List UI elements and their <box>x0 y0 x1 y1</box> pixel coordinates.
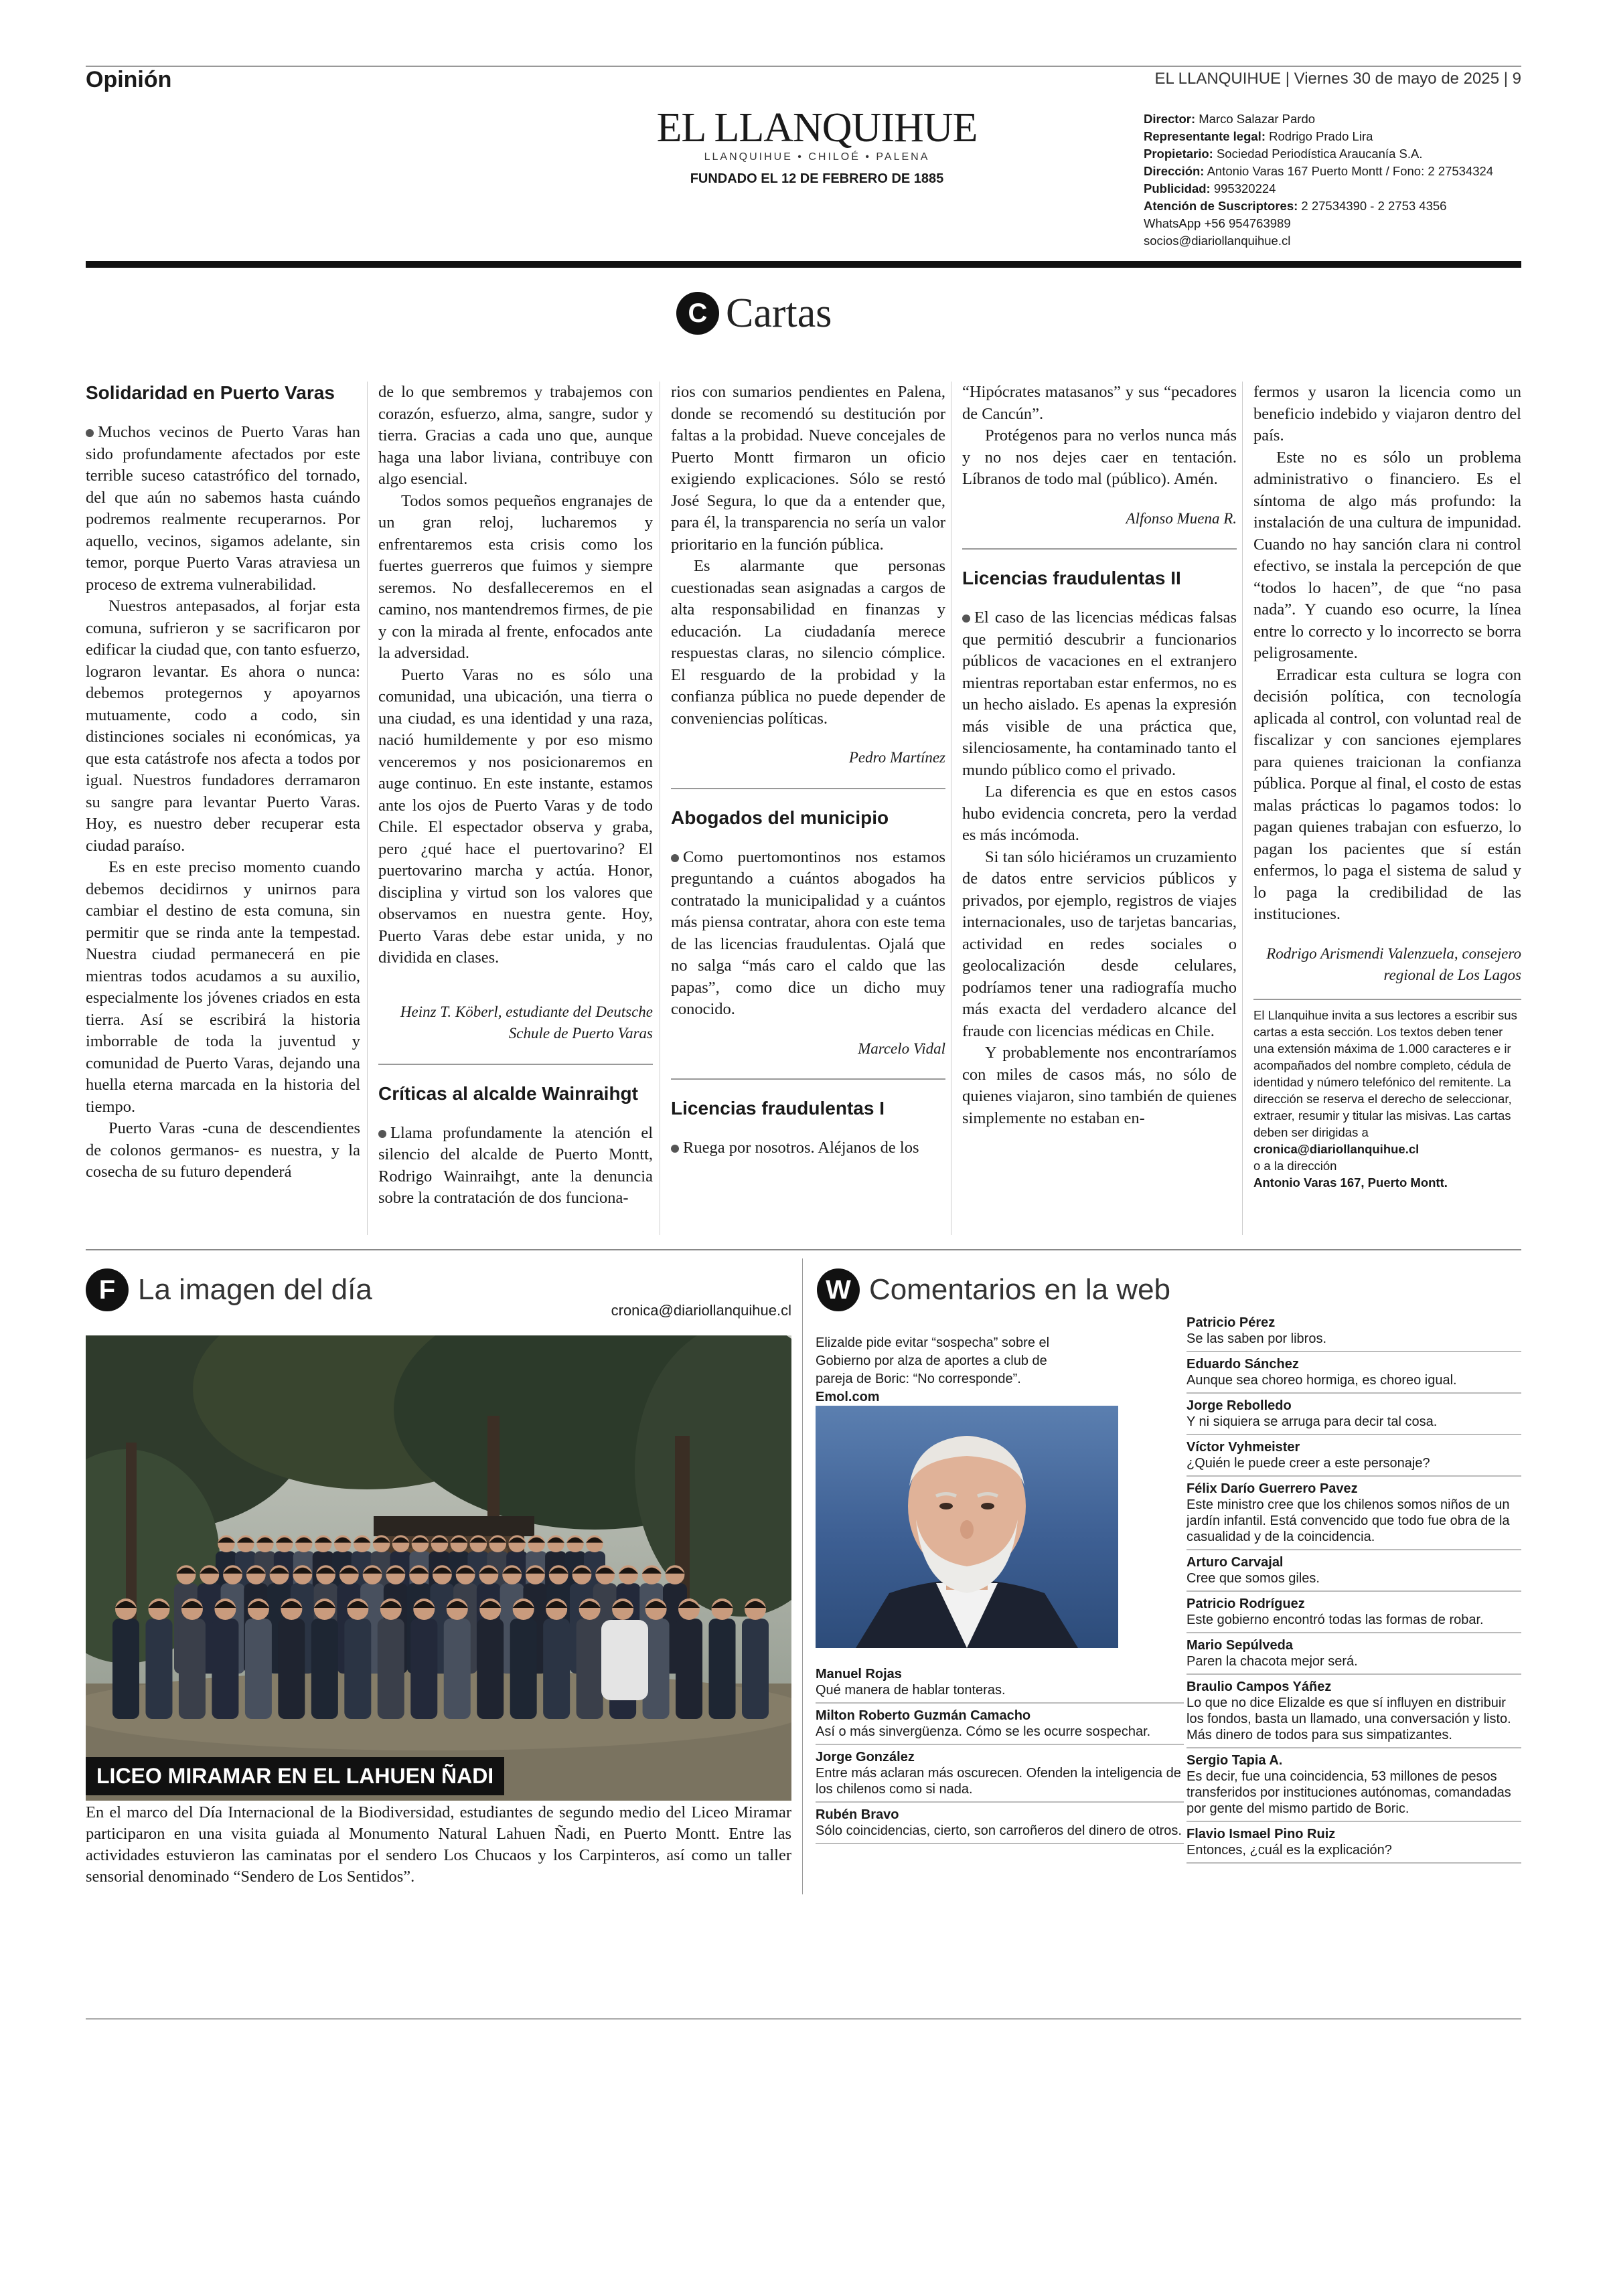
web-intro <box>816 1334 1083 1406</box>
staff-box <box>1144 110 1545 250</box>
staff-line <box>1144 145 1545 163</box>
comment-author: Víctor Vyhmeister <box>1187 1440 1300 1455</box>
staff-label: Representante legal: <box>1144 129 1266 143</box>
note-text: El Llanquihue invita a sus lectores a escribir sus cartas a esta sección. Los textos deben tener una extensión máxima de 1.000 caracteres e ir acompañados del nombre completo, cédula de identidad y número telefónico del remitente. La dirección se reserva el derecho de seleccionar, extraer, resumir y titular las misivas. Las cartas deben ser dirigidas a <box>1253 1007 1517 1139</box>
imagen-title: La imagen del día <box>138 1273 372 1306</box>
letter-divider <box>671 788 945 789</box>
staff-value: Antonio Varas 167 Puerto Montt / Fono: 2 27534324 <box>1207 164 1494 178</box>
letter-paragraph: Nuestros antepasados, al forjar esta comuna, sufrieron y se sacrificaron por edificar la ciudad que, con tanto esfuerzo, lograron levantar. Es ahora o nunca: debemos protegernos y apoyarnos mutuamente, codo a codo, sin distinciones sociales ni económicas, ya que esta catástrofe nos afecta a todos por igual. Nuestros fundadores derramaron su sangre para levantar Puerto Varas. Hoy, es nuestro deber recuperar esta ciudad paraíso. <box>86 597 360 855</box>
letter-heading: Abogados del municipio <box>671 807 889 828</box>
person-body <box>410 1619 437 1719</box>
letter-paragraph: Es en este preciso momento cuando debemos decidirnos y unirnos para cambiar el destino de esta comuna, sin permitir que se rinda ante la tempestad. Nuestra ciudad permanecerá en pie mientras todos acudamos a su auxilio, especialmente los jóvenes criados en esta tierra. Así se escribirá la historia imborrable de toda la juventud y comunidad de Puerto Varas, dejando una huella eterna marcada en la historia del tiempo. <box>86 858 360 1116</box>
column-separator <box>367 382 368 1235</box>
bullet-icon <box>378 1130 386 1138</box>
page-bottom-rule <box>86 2018 1521 2020</box>
staff-line <box>1144 163 1545 180</box>
comment-text: Qué manera de hablar tonteras. <box>816 1683 1006 1698</box>
web-comment <box>816 1803 1184 1844</box>
letter-heading: Licencias fraudulentas II <box>962 568 1181 588</box>
comment-text: Se las saben por libros. <box>1187 1331 1327 1346</box>
letter-signature: Heinz T. Köberl, estudiante del Deutsche Schule de Puerto Varas <box>400 1003 653 1042</box>
staff-line <box>1144 180 1545 197</box>
letter-paragraph: Si tan sólo hiciéramos un cruzamiento de datos entre servicios públicos y privados, por ejemplo, registros de viajes internacionales, uso de tarjetas bancarias, actividad en redes sociales o geolocalización desde celulares, podríamos tener una radiografía mucho más exacta del verdadero alcance del fraude con licencias médicas en Chile. <box>962 847 1237 1040</box>
letter-paragraph: Este no es sólo un problema administrativo o financiero. Es el síntoma de algo más profundo: la instalación de una cultura de impunidad. Cuando no hay sanción clara ni control efectivo, se instala la percepción de que “todos lo hacen”, de que “no pasa nada”. Y cuando eso ocurre, la línea entre lo correcto y lo incorrecto se borra peligrosamente. <box>1253 448 1521 662</box>
letters-column-1 <box>86 382 360 1183</box>
letters-column-2 <box>378 382 653 1210</box>
letter-paragraph: La diferencia es que en estos casos hubo evidencia concreta, pero la verdad es más incómoda. <box>962 783 1237 844</box>
letter-paragraph: fermos y usaron la licencia como un beneficio indebido y viajaron dentro del país. <box>1253 383 1521 444</box>
web-comment <box>1187 1352 1521 1394</box>
letter-heading: Críticas al alcalde Wainraihgt <box>378 1082 638 1104</box>
web-intro-text: Elizalde pide evitar “sospecha” sobre el Gobierno por alza de aportes a club de pareja de Boric: “No corresponde”. <box>816 1335 1050 1386</box>
portrait-image <box>816 1406 1118 1648</box>
staff-line <box>1144 110 1545 128</box>
letter-divider <box>671 1078 945 1080</box>
web-badge-icon: W <box>817 1268 860 1311</box>
staff-value: socios@diariollanquihue.cl <box>1144 234 1291 248</box>
comment-text: Paren la chacota mejor será. <box>1187 1654 1358 1669</box>
comment-text: Lo que no dice Elizalde es que sí influyen en distribuir los fondos, basta un llamado, una conversación y listo. Más dinero de todos para sus simpatizantes. <box>1187 1696 1511 1742</box>
person-body <box>245 1619 272 1719</box>
letter-paragraph: Puerto Varas no es sólo una comunidad, una ubicación, una tierra o una ciudad, es una identidad y una raza, nació humildemente y por eso mismo venceremos y nos posicionaremos en auge continuo. En este instante, estamos ante los ojos de Puerto Varas y de todo Chile. El espectador observa y graba, pero ¿qué hace el puertovarino? El puertovarino marcha y actúa. Honor, disciplina y virtud son los valores que observamos en nuestra gente. Hoy, Puerto Varas debe estar unida, y no dividida en clases. <box>378 665 653 967</box>
cartas-title: Cartas <box>726 290 832 336</box>
bullet-icon <box>671 854 679 862</box>
web-comments-left <box>816 1662 1184 1844</box>
letter-paragraph: Ruega por nosotros. Aléjanos de los <box>671 1137 945 1159</box>
letter-paragraph: de lo que sembremos y trabajemos con corazón, esfuerzo, alma, sangre, sudor y tierra. Gracias a cada uno que, aunque haga una labor liviana, contribuye con algo esencial. <box>378 383 653 488</box>
person-body <box>676 1619 702 1719</box>
staff-label: Atención de Suscriptores: <box>1144 199 1298 213</box>
photo-description: En el marco del Día Internacional de la Biodiversidad, estudiantes de segundo medio del Liceo Miramar participaron en una visita guiada al Monumento Natural Lahuen Ñadi, en Puerto Montt. Entre las actividades estuvieron las caminatas por el sendero Los Chucaos y los Carpinteros, así como un taller sensorial denominado “Sendero de Los Sentidos”. <box>86 1803 791 1886</box>
letter-heading: Solidaridad en Puerto Varas <box>86 382 335 403</box>
group-photo-image <box>86 1335 791 1801</box>
bullet-icon <box>86 429 94 437</box>
photo-caption: LICEO MIRAMAR EN EL LAHUEN ÑADI <box>86 1757 504 1795</box>
comment-author: Patricio Pérez <box>1187 1315 1276 1330</box>
group-photo <box>86 1335 791 1801</box>
comment-author: Jorge González <box>816 1750 915 1765</box>
person-body <box>112 1619 139 1719</box>
person-body <box>311 1619 338 1719</box>
person-body <box>577 1619 603 1719</box>
web-comment <box>1187 1748 1521 1822</box>
letter-paragraph: Protégenos para no verlos nunca más y no nos dejes caer en tentación. Líbranos de todo mal (público). Amén. <box>962 426 1237 488</box>
cartas-header <box>676 286 832 340</box>
web-comment <box>1187 1435 1521 1477</box>
bullet-icon <box>671 1145 679 1153</box>
cartas-badge-icon: C <box>676 292 719 335</box>
staff-line <box>1144 232 1545 250</box>
cartas-bottom-rule <box>86 1249 1521 1250</box>
letter-paragraph: Y probablemente nos encontraríamos con miles de casos más, no sólo de quienes viajaron, sino también de quienes simplemente no estaban en- <box>962 1044 1237 1127</box>
person-body <box>378 1619 404 1719</box>
header-heavy-rule <box>86 261 1521 268</box>
letter-paragraph: Muchos vecinos de Puerto Varas han sido profundamente afectados por este terrible suceso catastrófico del tornado, del que aún no sabemos hasta cuándo podremos realmente recuperarnos. Por aquello, vecinos, sigamos adelante, sin temor, porque Puerto Varas atraviesa un proceso de extrema vulnerabilidad. <box>86 423 360 594</box>
person-body <box>179 1619 206 1719</box>
web-comment <box>1187 1822 1521 1864</box>
staff-value: Rodrigo Prado Lira <box>1269 129 1373 143</box>
comment-author: Eduardo Sánchez <box>1187 1357 1299 1372</box>
staff-label: Publicidad: <box>1144 181 1211 195</box>
web-comment <box>816 1662 1184 1704</box>
letter-paragraph: Erradicar esta cultura se logra con decisión política, con tecnología aplicada al control, con voluntad real de fiscalizar y con sanciones ejemplares para quienes traicionan la confianza pública. Porque al final, el costo de estas malas prácticas lo pagamos todos: lo pagan quienes trabajan con esfuerzo, lo pagan los pacientes que sí están enfermos, lo paga el sistema de salud y lo paga la credibilidad de las instituciones. <box>1253 665 1521 923</box>
imagen-email[interactable]: cronica@diariollanquihue.cl <box>611 1302 791 1319</box>
person-body <box>709 1619 736 1719</box>
person-body <box>212 1619 238 1719</box>
letter-paragraph: rios con sumarios pendientes en Palena, donde se recomendó su destitución por faltas a la probidad. Nueve concejales de Puerto Montt firmaron un oficio exigiendo explicaciones. Sólo se restó José Segura, lo que da a entender que, para él, la transparencia no sería un valor prioritario en la función pública. <box>671 383 945 554</box>
minister-portrait <box>816 1406 1118 1648</box>
person-body <box>601 1620 648 1700</box>
top-rule <box>86 66 1521 67</box>
web-comment <box>1187 1394 1521 1435</box>
section-separator <box>802 1258 803 1894</box>
letter-paragraph: “Hipócrates matasanos” y sus “pecadores de Cancún”. <box>962 383 1237 423</box>
comment-author: Rubén Bravo <box>816 1807 899 1822</box>
staff-value: Marco Salazar Pardo <box>1199 112 1316 126</box>
bullet-icon <box>962 614 970 623</box>
issue-topline: EL LLANQUIHUE | Viernes 30 de mayo de 2025 | 9 <box>1154 70 1521 88</box>
comment-text: Entre más aclaran más oscurecen. Ofenden la inteligencia de los chilenos como si nada. <box>816 1766 1181 1797</box>
staff-value: 995320224 <box>1213 181 1276 195</box>
person-body <box>344 1619 371 1719</box>
web-comment <box>816 1745 1184 1803</box>
person-body <box>510 1619 537 1719</box>
comment-author: Sergio Tapia A. <box>1187 1753 1283 1768</box>
imagen-badge-icon: F <box>86 1268 129 1311</box>
column-separator <box>1242 382 1243 1235</box>
comment-author: Arturo Carvajal <box>1187 1555 1284 1570</box>
newspaper-name: EL LLANQUIHUE <box>656 105 978 151</box>
masthead <box>629 107 1004 187</box>
person-body <box>477 1619 504 1719</box>
letter-signature: Marcelo Vidal <box>858 1040 945 1057</box>
letter-divider <box>962 548 1237 550</box>
web-comment <box>1187 1633 1521 1675</box>
comment-author: Patricio Rodríguez <box>1187 1596 1305 1611</box>
comment-author: Félix Darío Guerrero Pavez <box>1187 1481 1358 1496</box>
staff-line <box>1144 197 1545 215</box>
comment-text: Este ministro cree que los chilenos somos niños de un jardín infantil. Está convencido que todo fue obra de la casualidad y de la coincidencia. <box>1187 1497 1510 1544</box>
note-divider <box>1253 999 1521 1000</box>
imagen-header <box>86 1268 372 1311</box>
section-label: Opinión <box>86 67 172 92</box>
staff-line <box>1144 215 1545 232</box>
web-header <box>817 1268 1170 1311</box>
note-email-link[interactable]: cronica@diariollanquihue.cl <box>1253 1141 1420 1156</box>
web-comment <box>816 1704 1184 1745</box>
comment-text: Cree que somos giles. <box>1187 1571 1320 1586</box>
comment-author: Jorge Rebolledo <box>1187 1398 1292 1413</box>
person-body <box>444 1619 471 1719</box>
comment-text: Entonces, ¿cuál es la explicación? <box>1187 1843 1392 1858</box>
comment-author: Manuel Rojas <box>816 1667 902 1682</box>
letter-paragraph: Es alarmante que personas cuestionadas sean asignadas a cargos de alta responsabilidad en finanzas y educación. La ciudadanía merece respuestas claras, no silencio cómplice. El resguardo de la probidad y la confianza pública no puede depender de conveniencias políticas. <box>671 557 945 728</box>
comment-text: Así o más sinvergüenza. Cómo se les ocurre sospechar. <box>816 1724 1151 1739</box>
staff-line <box>1144 128 1545 145</box>
web-intro-source[interactable]: Emol.com <box>816 1390 880 1404</box>
note-or: o a la dirección <box>1253 1158 1337 1173</box>
note-address: Antonio Varas 167, Puerto Montt. <box>1253 1175 1448 1190</box>
letter-signature: Rodrigo Arismendi Valenzuela, consejero regional de Los Lagos <box>1266 945 1521 983</box>
letter-signature: Alfonso Muena R. <box>1126 509 1237 527</box>
letter-paragraph: El caso de las licencias médicas falsas que permitió descubrir a funcionarios públicos de vacaciones en el extranjero mientras reportaban estar enfermos, no es un hecho aislado. Es apenas la expresión más visible de una práctica que, silenciosamente, ha contaminado tanto el mundo público como el privado. <box>962 608 1237 779</box>
person-body <box>742 1619 769 1719</box>
web-comment <box>1187 1477 1521 1550</box>
letter-signature: Pedro Martínez <box>848 749 945 766</box>
letter-heading: Licencias fraudulentas I <box>671 1098 885 1119</box>
web-comments-right <box>1187 1311 1521 1864</box>
letter-paragraph: Llama profundamente la atención el silencio del alcalde de Puerto Montt, Rodrigo Wainraihgt, ante la denuncia sobre la contratación de dos funciona- <box>378 1123 653 1207</box>
web-comment <box>1187 1550 1521 1592</box>
submission-note <box>1253 1007 1521 1191</box>
staff-label: Dirección: <box>1144 164 1205 178</box>
comment-text: Sólo coincidencias, cierto, son carroñeros del dinero de otros. <box>816 1823 1182 1838</box>
founded-line: FUNDADO EL 12 DE FEBRERO DE 1885 <box>690 171 944 186</box>
web-comment <box>1187 1592 1521 1633</box>
comment-text: Es decir, fue una coincidencia, 53 millones de pesos transferidos por instituciones autónomas, comandadas por gente del mismo partido de Boric. <box>1187 1769 1511 1816</box>
staff-value: 2 27534390 - 2 2753 4356 <box>1301 199 1447 213</box>
staff-value: WhatsApp +56 954763989 <box>1144 216 1291 230</box>
web-comment <box>1187 1311 1521 1352</box>
web-comment <box>1187 1675 1521 1748</box>
comment-text: Este gobierno encontró todas las formas de robar. <box>1187 1613 1484 1627</box>
letter-paragraph: Puerto Varas -cuna de descendientes de colonos germanos- es nuestra, y la cosecha de su futuro dependerá <box>86 1119 360 1181</box>
letters-column-5 <box>1253 382 1521 1191</box>
comment-author: Braulio Campos Yáñez <box>1187 1679 1332 1694</box>
newspaper-subtitle: LLANQUIHUE • CHILOÉ • PALENA <box>704 151 930 163</box>
comment-text: Aunque sea choreo hormiga, es choreo igual. <box>1187 1373 1457 1388</box>
comment-text: Y ni siquiera se arruga para decir tal cosa. <box>1187 1414 1438 1429</box>
web-title: Comentarios en la web <box>869 1273 1171 1306</box>
letter-divider <box>378 1064 653 1065</box>
comment-author: Mario Sepúlveda <box>1187 1638 1293 1653</box>
staff-label: Director: <box>1144 112 1196 126</box>
comment-author: Flavio Ismael Pino Ruiz <box>1187 1827 1336 1841</box>
letters-column-4 <box>962 382 1237 1129</box>
person-body <box>145 1619 172 1719</box>
comment-text: ¿Quién le puede creer a este personaje? <box>1187 1456 1430 1471</box>
letter-paragraph: Todos somos pequeños engranajes de un gran reloj, lucharemos y enfrentaremos esta crisis como los fuertes guerreros que fuimos y siempre seremos. No desfalleceremos en el camino, nos mantendremos firmes, de pie y con la mirada al frente, enfocados ante la adversidad. <box>378 491 653 662</box>
staff-label: Propietario: <box>1144 147 1213 161</box>
person-body <box>543 1619 570 1719</box>
staff-value: Sociedad Periodística Araucanía S.A. <box>1216 147 1423 161</box>
letter-paragraph: Como puertomontinos nos estamos preguntando a cuántos abogados ha contratado la municipalidad y a cuántos más piensa contratar, ahora con este tema de las licencias fraudulentas. Ojalá que no salga “más caro el caldo que las papas”, como dice un dicho muy conocido. <box>671 847 945 1018</box>
comment-author: Milton Roberto Guzmán Camacho <box>816 1708 1031 1723</box>
person-body <box>278 1619 305 1719</box>
letters-column-3 <box>671 382 945 1159</box>
